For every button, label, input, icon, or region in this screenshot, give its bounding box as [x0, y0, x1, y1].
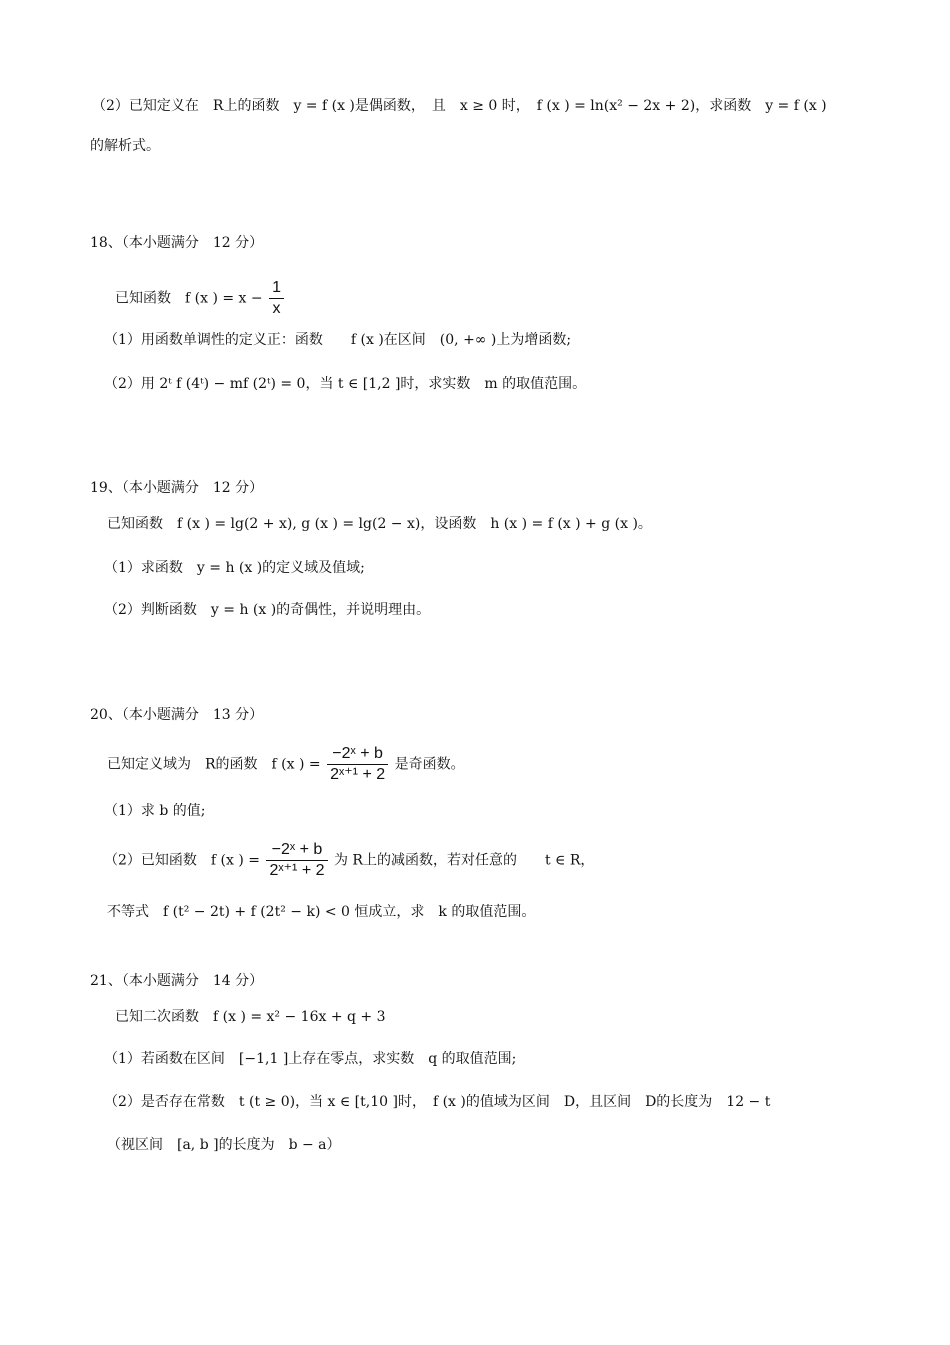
q20-part2-suffix: 为 R上的减函数，若对任意的 t ∈ R， — [333, 852, 595, 869]
q18-fraction-numerator: 1 — [269, 278, 284, 299]
q20-part2 — [104, 840, 594, 881]
q18-part2: （2）用 2ᵗ f (4ᵗ) − mf (2ᵗ) = 0，当 t ∈ [1,2 ]时，求实数 m 的取值范围。 — [104, 376, 587, 392]
q20-header: 20、（本小题满分 13 分） — [90, 707, 264, 723]
q19-part1: （1）求函数 y = h (x )的定义域及值域; — [104, 560, 365, 576]
q18-fraction — [269, 278, 284, 319]
q20-part2-text: （2）已知函数 f (x ) = — [104, 852, 260, 869]
q19-part2: （2）判断函数 y = h (x )的奇偶性，并说明理由。 — [104, 602, 431, 618]
q19-header: 19、（本小题满分 12 分） — [90, 480, 264, 496]
q20-part2-line2: 不等式 f (t² − 2t) + f (2t² − k) < 0 恒成立，求 k 的取值范围。 — [107, 904, 536, 920]
q17-part2-line1: （2）已知定义在 R上的函数 y = f (x )是偶函数， 且 x ≥ 0 时， f (x ) = ln(x² − 2x + 2)，求函数 y = f (x ) — [92, 98, 827, 114]
q19-intro: 已知函数 f (x ) = lg(2 + x), g (x ) = lg(2 − x)，设函数 h (x ) = f (x ) + g (x )。 — [107, 516, 652, 532]
q17-part2-line2: 的解析式。 — [90, 138, 160, 154]
q20-fraction-denominator: 2ˣ⁺¹ + 2 — [330, 766, 386, 783]
q20-fraction — [327, 744, 388, 785]
q21-part2: （2）是否存在常数 t (t ≥ 0)，当 x ∈ [t,10 ]时， f (x )的值域为区间 D，且区间 D的长度为 12 − t — [104, 1094, 771, 1110]
q18-intro-text: 已知函数 f (x ) = x − — [115, 290, 263, 307]
q20-fraction-numerator: −2ˣ + b — [327, 744, 388, 765]
q20-intro-text: 已知定义域为 R的函数 f (x ) = — [107, 756, 321, 773]
q20-intro — [107, 744, 465, 785]
q21-header: 21、（本小题满分 14 分） — [90, 973, 264, 989]
q18-fraction-denominator: x — [272, 300, 281, 317]
q20-part2-fraction-denominator: 2ˣ⁺¹ + 2 — [269, 862, 325, 879]
q21-part1: （1）若函数在区间 [−1,1 ]上存在零点，求实数 q 的取值范围; — [104, 1051, 517, 1067]
q21-part2-note: （视区间 [a, b ]的长度为 b − a） — [107, 1137, 341, 1153]
q18-part1: （1）用函数单调性的定义正：函数 f (x )在区间 (0, +∞ )上为增函数; — [104, 332, 572, 348]
q20-part1: （1）求 b 的值; — [104, 803, 206, 819]
q18-header: 18、（本小题满分 12 分） — [90, 235, 264, 251]
q20-part2-fraction — [266, 840, 327, 881]
q20-intro-suffix: 是奇函数。 — [394, 756, 465, 773]
q21-intro: 已知二次函数 f (x ) = x² − 16x + q + 3 — [115, 1009, 386, 1025]
q18-intro — [115, 278, 286, 319]
q20-part2-fraction-numerator: −2ˣ + b — [266, 840, 327, 861]
